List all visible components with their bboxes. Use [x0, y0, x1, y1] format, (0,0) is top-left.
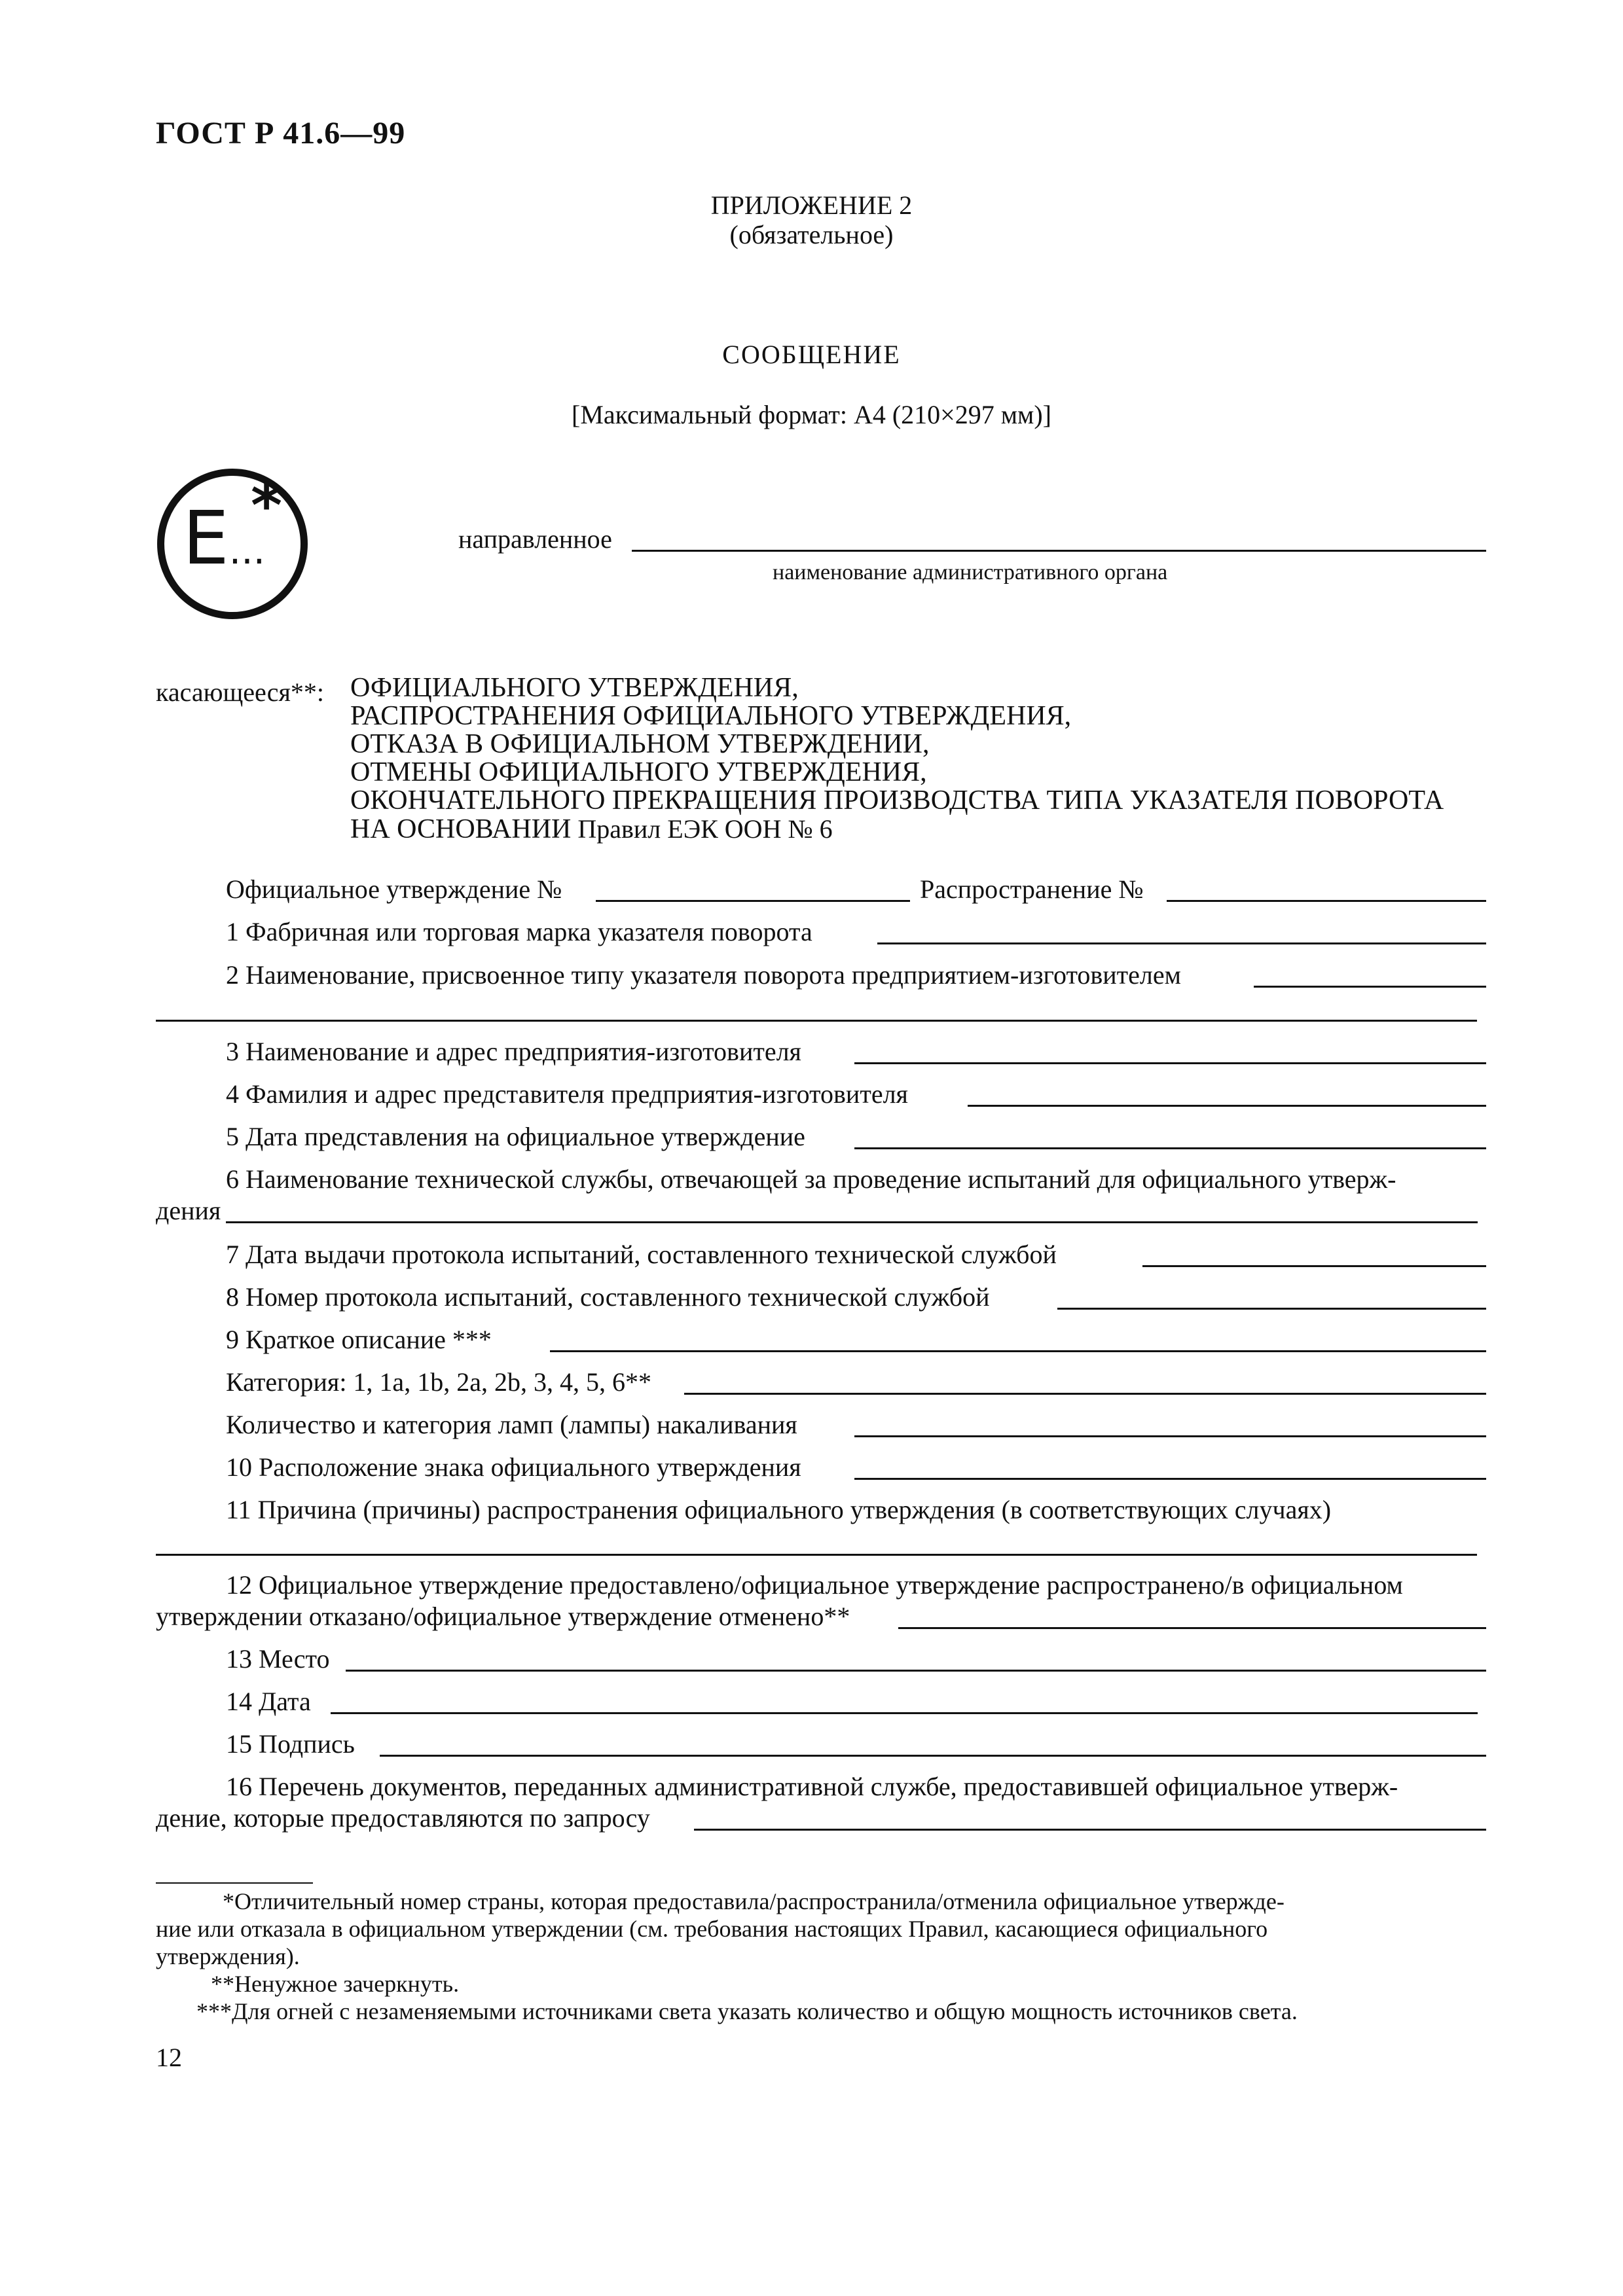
footnote-1-end: утверждения). [156, 1943, 300, 1969]
field-8-label: 8 Номер протокола испытаний, составленного технической службой [226, 1282, 990, 1312]
field-11-input[interactable] [156, 1554, 1477, 1556]
concerning-line-5: ОКОНЧАТЕЛЬНОГО ПРЕКРАЩЕНИЯ ПРОИЗВОДСТВА ТИПА УКАЗАТЕЛЯ ПОВОРОТА [350, 785, 1444, 816]
field-9-input[interactable] [550, 1350, 1486, 1352]
field-2-input-continued[interactable] [156, 1020, 1477, 1022]
field-3-label: 3 Наименование и адрес предприятия-изготовителя [226, 1037, 801, 1066]
field-16-label-continued: дение, которые предоставляются по запросу [156, 1803, 650, 1833]
sent-to-caption: наименование административного органа [773, 560, 1168, 584]
field-3-input[interactable] [854, 1062, 1486, 1064]
field-15-input[interactable] [380, 1755, 1486, 1757]
field-10-label: 10 Расположение знака официального утверждения [226, 1452, 801, 1482]
footnote-2: **Ненужное зачеркнуть. [211, 1971, 460, 1997]
field-6-label-continued: дения [156, 1196, 221, 1225]
category-label: Категория: 1, 1a, 1b, 2a, 2b, 3, 4, 5, 6** [226, 1367, 651, 1397]
concerning-label: касающееся**: [156, 677, 325, 707]
concerning-line-6: НА ОСНОВАНИИ Правил ЕЭК ООН № 6 [350, 814, 833, 844]
category-input[interactable] [684, 1393, 1486, 1395]
field-12-input[interactable] [898, 1627, 1486, 1629]
extension-number-label: Распространение № [920, 874, 1144, 904]
field-2-label: 2 Наименование, присвоенное типу указателя поворота предприятием-изготовителем [226, 960, 1181, 990]
field-9-label: 9 Краткое описание *** [226, 1325, 492, 1354]
footnote-1: *Отличительный номер страны, которая предоставила/распространила/отменила официальное утвержде- [223, 1888, 1285, 1914]
field-14-input[interactable] [331, 1712, 1478, 1714]
annex-title: ПРИЛОЖЕНИЕ 2 [710, 190, 913, 220]
approval-number-label: Официальное утверждение № [226, 874, 562, 904]
standard-code: ГОСТ Р 41.6—99 [156, 116, 406, 151]
lamps-input[interactable] [854, 1435, 1486, 1437]
field-12-label-continued: утверждении отказано/официальное утверждение отменено** [156, 1602, 850, 1631]
field-7-label: 7 Дата выдачи протокола испытаний, составленного технической службой [226, 1240, 1057, 1269]
field-13-input[interactable] [346, 1670, 1486, 1672]
field-8-input[interactable] [1057, 1308, 1486, 1310]
concerning-line-2: РАСПРОСТРАНЕНИЯ ОФИЦИАЛЬНОГО УТВЕРЖДЕНИЯ, [350, 701, 1072, 731]
concerning-line-3: ОТКАЗА В ОФИЦИАЛЬНОМ УТВЕРЖДЕНИИ, [350, 729, 930, 759]
field-14-label: 14 Дата [226, 1687, 311, 1716]
field-16-label: 16 Перечень документов, переданных административной службе, предоставившей официальное утверж- [226, 1772, 1398, 1801]
field-6-label: 6 Наименование технической службы, отвечающей за проведение испытаний для официального утверж- [226, 1164, 1396, 1194]
emblem-letter: E... [183, 496, 266, 581]
field-7-input[interactable] [1142, 1265, 1486, 1267]
page-number: 12 [156, 2043, 182, 2072]
concerning-line-1: ОФИЦИАЛЬНОГО УТВЕРЖДЕНИЯ, [350, 673, 799, 703]
field-16-input[interactable] [694, 1829, 1486, 1831]
field-5-label: 5 Дата представления на официальное утверждение [226, 1122, 805, 1151]
footnote-3: ***Для огней с незаменяемыми источниками света указать количество и общую мощность источников света. [196, 1998, 1298, 2024]
sent-to-field[interactable] [632, 550, 1486, 552]
concerning-line-4: ОТМЕНЫ ОФИЦИАЛЬНОГО УТВЕРЖДЕНИЯ, [350, 757, 927, 787]
lamps-label: Количество и категория ламп (лампы) накаливания [226, 1410, 797, 1439]
field-10-input[interactable] [854, 1478, 1486, 1480]
field-12-label: 12 Официальное утверждение предоставлено/официальное утверждение распространено/в официальном [226, 1570, 1403, 1600]
approval-number-field[interactable] [596, 900, 910, 902]
annex-status: (обязательное) [729, 220, 894, 249]
footnote-1-continued: ние или отказала в официальном утверждении (см. требования настоящих Правил, касающиеся официального [156, 1916, 1268, 1942]
field-5-input[interactable] [854, 1147, 1486, 1149]
extension-number-field[interactable] [1167, 900, 1486, 902]
field-4-label: 4 Фамилия и адрес представителя предприятия-изготовителя [226, 1079, 908, 1109]
field-15-label: 15 Подпись [226, 1729, 355, 1759]
format-note: [Максимальный формат: А4 (210×297 мм)] [572, 400, 1051, 429]
emblem-star: * [251, 471, 283, 541]
field-2-input[interactable] [1254, 986, 1486, 988]
field-13-label: 13 Место [226, 1644, 330, 1674]
footnote-divider [156, 1882, 313, 1884]
approval-mark-emblem [157, 469, 308, 619]
document-title: СООБЩЕНИЕ [722, 340, 901, 369]
field-1-input[interactable] [877, 942, 1486, 944]
field-11-label: 11 Причина (причины) распространения официального утверждения (в соответствующих случаях) [226, 1495, 1332, 1524]
field-4-input[interactable] [968, 1105, 1486, 1107]
sent-to-label: направленное [458, 524, 612, 554]
field-1-label: 1 Фабричная или торговая марка указателя поворота [226, 917, 812, 946]
field-6-input[interactable] [226, 1221, 1478, 1223]
